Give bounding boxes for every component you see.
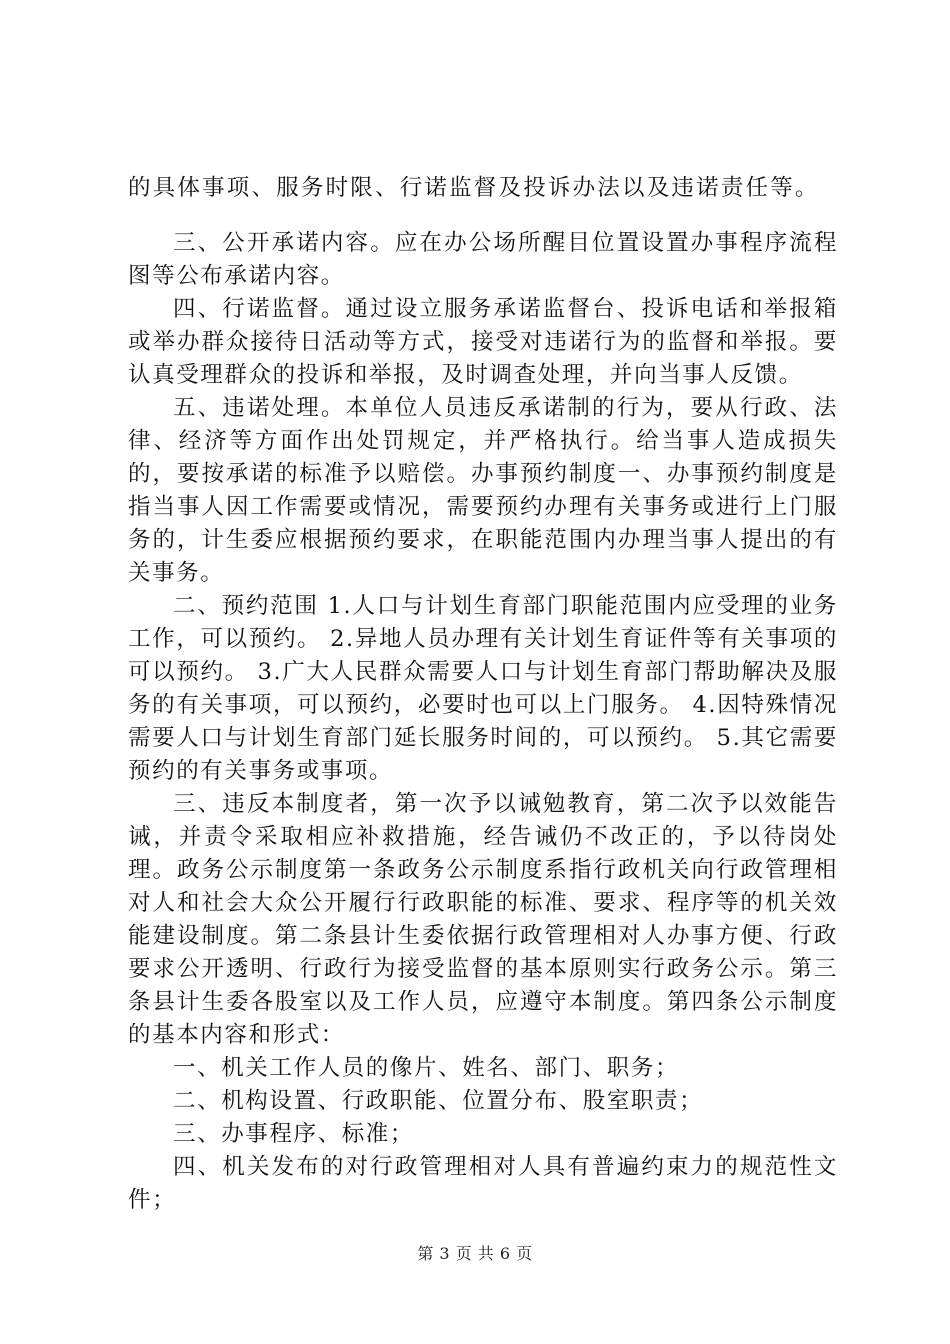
list-item-normative-documents: 四、机关发布的对行政管理相对人具有普遍约束力的规范性文件； (128, 1154, 838, 1213)
document-body (128, 172, 838, 1217)
list-item-staff-info: 一、机关工作人员的像片、姓名、部门、职务； (173, 1055, 680, 1081)
list-item-organization: 二、机构设置、行政职能、位置分布、股室职责； (173, 1088, 704, 1114)
paragraph-violation-handling: 五、违诺处理。本单位人员违反承诺制的行为，要从行政、法律、经济等方面作出处罚规定，并严格执行。给当事人造成损失的，要按承诺的标准予以赔偿。办事预约制度一、办事预约制度是指当事人因工作需要或情况，需要预约办理有关事务或进行上门服务的，计生委应根据预约要求，在职能范围内办理当事人提出的有关事务。 (128, 395, 838, 586)
list-item-procedures: 三、办事程序、标准； (173, 1121, 415, 1147)
paragraph-public-commitment: 三、公开承诺内容。应在办公场所醒目位置设置办事程序流程图等公布承诺内容。 (128, 230, 838, 289)
paragraph-continuation: 的具体事项、服务时限、行诺监督及投诉办法以及违诺责任等。 (128, 175, 820, 201)
paragraph-violation-rules: 三、违反本制度者，第一次予以诫勉教育，第二次予以效能告诫，并责令采取相应补救措施，经告诫仍不改正的，予以待岗处理。政务公示制度第一条政务公示制度系指行政机关向行政管理相对人和社会大众公开履行行政职能的标准、要求、程序等的机关效能建设制度。第二条县计生委依据行政管理相对人办事方便、行政要求公开透明、行政行为接受监督的基本原则实行政务公示。第三条县计生委各股室以及工作人员，应遵守本制度。第四条公示制度的基本内容和形式： (128, 791, 838, 1048)
paragraph-commitment-supervision: 四、行诺监督。通过设立服务承诺监督台、投诉电话和举报箱或举办群众接待日活动等方式，接受对违诺行为的监督和举报。要认真受理群众的投诉和举报，及时调查处理，并向当事人反馈。 (128, 296, 838, 388)
paragraph-appointment-scope: 二、预约范围 1.人口与计划生育部门职能范围内应受理的业务工作，可以预约。 2.异地人员办理有关计划生育证件等有关事项的可以预约。 3.广大人民群众需要人口与计划生育部门帮助解决及服务的有关事项，可以预约，必要时也可以上门服务。 4.因特殊情况需要人口与计划生育部门延长服务时间的，可以预约。 5.其它需要预约的有关事务或事项。 (128, 593, 838, 784)
page-number-footer: 第 3 页 共 6 页 (417, 1244, 533, 1263)
